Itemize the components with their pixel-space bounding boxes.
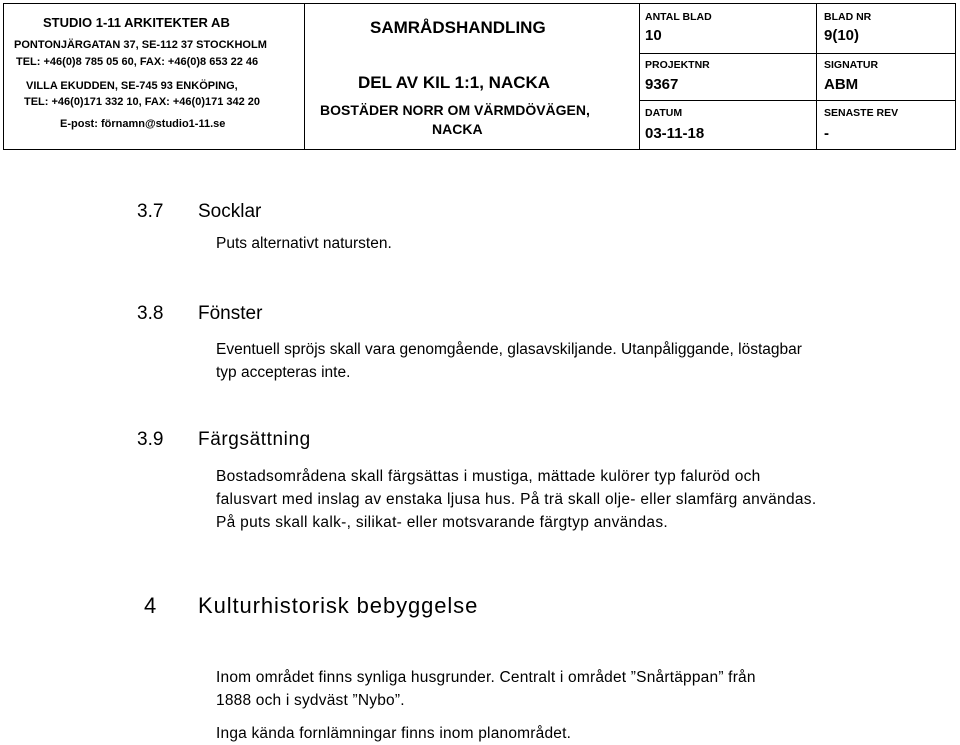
datum-label: DATUM	[645, 107, 683, 119]
branch-telephone: TEL: +46(0)171 332 10, FAX: +46(0)171 342 20	[24, 96, 261, 108]
divider	[304, 4, 305, 149]
signatur-label: SIGNATUR	[824, 59, 879, 71]
blad-nr-label: BLAD NR	[824, 11, 872, 23]
firm-email: E-post: förnamn@studio1-11.se	[60, 118, 226, 130]
plan-subtitle: BOSTÄDER NORR OM VÄRMDÖVÄGEN,	[320, 102, 590, 118]
title-block	[3, 3, 956, 150]
section-heading: Socklar	[198, 201, 262, 222]
plan-subtitle: NACKA	[432, 121, 483, 137]
paragraph-line: Inom området finns synliga husgrunder. Centralt i området ”Snårtäppan” från	[216, 669, 756, 686]
paragraph-line: På puts skall kalk-, silikat- eller motsvarande färgtyp användas.	[216, 514, 668, 531]
divider	[816, 4, 817, 149]
paragraph-line: Eventuell spröjs skall vara genomgående, glasavskiljande. Utanpåliggande, löstagbar	[216, 341, 802, 358]
divider	[639, 4, 640, 149]
senaste-rev-value: -	[824, 125, 829, 142]
senaste-rev-label: SENASTE REV	[824, 107, 899, 119]
projektnr-label: PROJEKTNR	[645, 59, 710, 71]
section-heading: Kulturhistorisk bebyggelse	[198, 593, 479, 618]
section-heading: Färgsättning	[198, 429, 311, 450]
firm-telephone: TEL: +46(0)8 785 05 60, FAX: +46(0)8 653 22 46	[16, 56, 259, 68]
paragraph-line: typ accepteras inte.	[216, 364, 351, 381]
datum-value: 03-11-18	[645, 125, 705, 142]
paragraph-line: falusvart med inslag av enstaka ljusa hus. På trä skall olje- eller slamfärg användas.	[216, 491, 817, 508]
signatur-value: ABM	[824, 76, 859, 93]
paragraph-line: Inga kända fornlämningar finns inom planområdet.	[216, 725, 572, 742]
section-number: 3.8	[137, 303, 164, 324]
branch-address: VILLA EKUDDEN, SE-745 93 ENKÖPING,	[26, 80, 238, 92]
paragraph-line: 1888 och i sydväst ”Nybo”.	[216, 692, 405, 709]
document-type: SAMRÅDSHANDLING	[370, 18, 546, 37]
firm-address: PONTONJÄRGATAN 37, SE-112 37 STOCKHOLM	[14, 39, 267, 51]
projektnr-value: 9367	[645, 76, 679, 93]
blad-nr-value: 9(10)	[824, 27, 860, 44]
firm-name: STUDIO 1-11 ARKITEKTER AB	[43, 15, 230, 30]
divider	[639, 100, 955, 101]
antal-blad-label: ANTAL BLAD	[645, 11, 712, 23]
divider	[639, 53, 955, 54]
antal-blad-value: 10	[645, 27, 662, 44]
paragraph-line: Puts alternativt natursten.	[216, 235, 392, 252]
section-number: 3.9	[137, 429, 164, 450]
section-number: 4	[144, 593, 157, 618]
plan-name: DEL AV KIL 1:1, NACKA	[358, 73, 551, 92]
section-heading: Fönster	[198, 303, 263, 324]
section-number: 3.7	[137, 201, 164, 222]
paragraph-line: Bostadsområdena skall färgsättas i mustiga, mättade kulörer typ faluröd och	[216, 468, 761, 485]
